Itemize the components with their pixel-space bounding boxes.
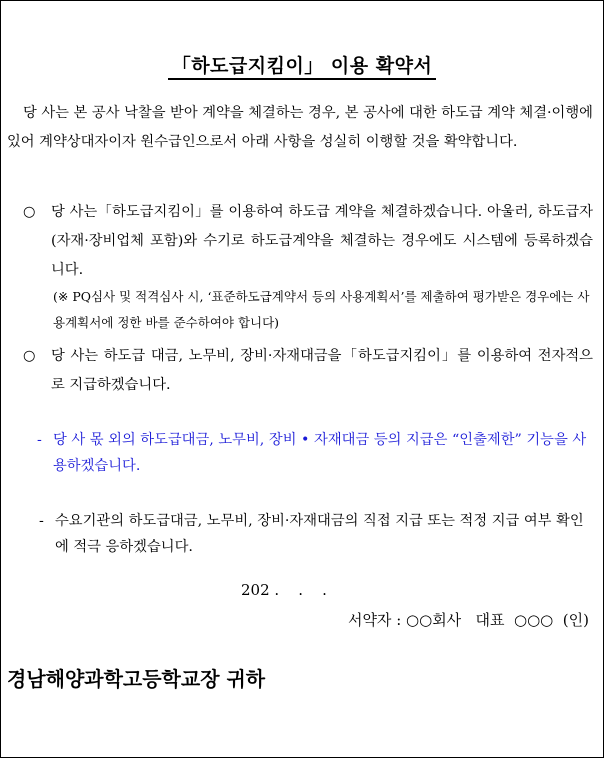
dash-item-2-text: 수요기관의 하도급대금, 노무비, 장비·자재대금의 직접 지급 또는 적정 지급 여부 확인에 적극 응하겠습니다. (55, 513, 584, 555)
bullet-item-2 (23, 342, 593, 400)
document-title (1, 51, 603, 78)
circle-bullet-icon: ○ (23, 348, 36, 364)
signer-line: 서약자 : ○○회사 대표 ○○○ (인) (347, 611, 589, 629)
pq-note: (※ PQ심사 및 적격심사 시, ‘표준하도급계약서 등의 사용계획서’를 제출하여 평가받은 경우에는 사용계획서에 정한 바를 준수하여야 합니다) (53, 289, 590, 330)
dash-item-1-text: 당 사 몫 외의 하도급대금, 노무비, 장비 • 자재대금 등의 지급은 “인출제한” 기능을 사용하겠습니다. (53, 432, 587, 474)
document-title-text: 「하도급지킴이」 이용 확약서 (168, 55, 437, 80)
dash-item-1 (37, 427, 591, 479)
bullet-item-1-text: 당 사는「하도급지킴이」를 이용하여 하도급 계약을 체결하겠습니다. 아울러, 하도급자(자재·장비업체 포함)와 수기로 하도급계약을 체결하는 경우에도 시스템에 등록하겠습니다. (51, 204, 593, 278)
bullet-item-2-text: 당 사는 하도급 대금, 노무비, 장비·자재대금을「하도급지킴이」를 이용하여 전자적으로 지급하겠습니다. (51, 348, 593, 393)
dash-bullet-icon: - (37, 432, 42, 448)
dash-item-2 (39, 508, 591, 560)
date-line: 202 . . . (241, 581, 327, 599)
intro-paragraph: 당 사는 본 공사 낙찰을 받아 계약을 체결하는 경우, 본 공사에 대한 하도급 계약 체결·이행에 있어 계약상대자이자 원수급인으로서 아래 사항을 성실히 이행할 것을 확약합니다. (7, 105, 593, 150)
recipient-line: 경남해양과학고등학교장 귀하 (7, 667, 266, 691)
circle-bullet-icon: ○ (23, 204, 36, 220)
bullet-item-1 (23, 198, 593, 285)
dash-bullet-icon: - (39, 513, 44, 529)
